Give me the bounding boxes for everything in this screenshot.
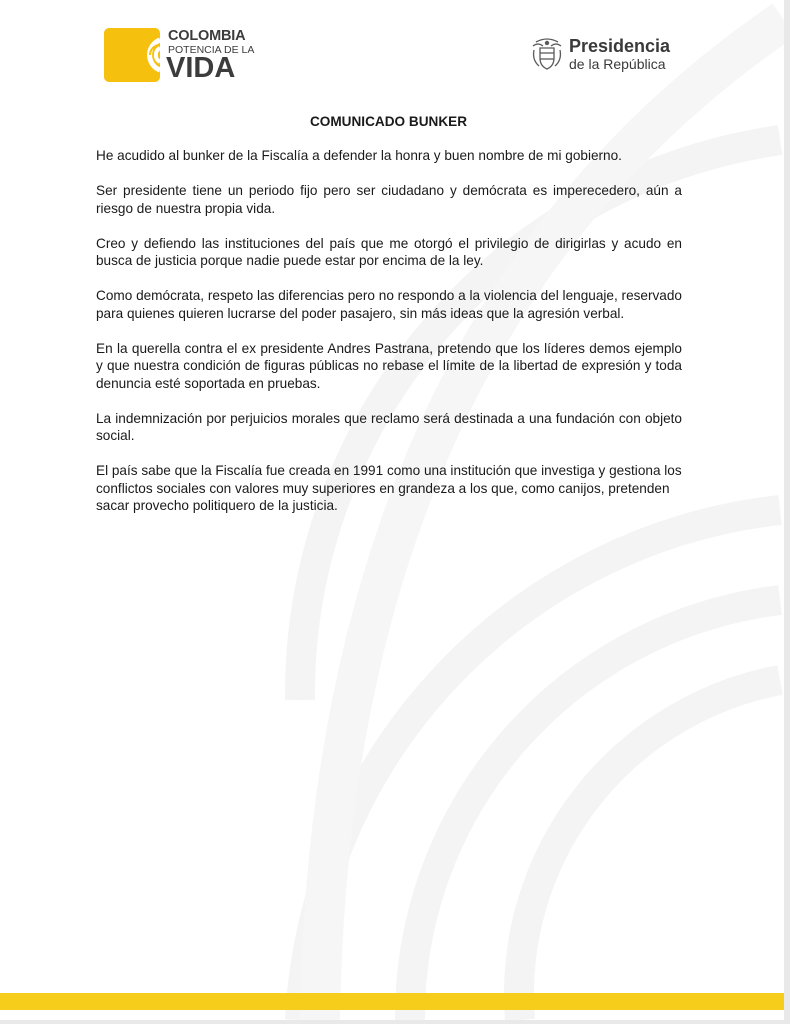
logo-line-de-la-republica: de la República	[569, 56, 666, 72]
logo-line-vida: VIDA	[166, 52, 236, 84]
colombia-potencia-de-la-vida-logo	[104, 26, 264, 84]
logo-line-potencia: POTENCIA DE LA	[168, 44, 255, 56]
footer-color-bar	[0, 993, 784, 1010]
logo-line-colombia: COLOMBIA	[168, 28, 246, 44]
logo-line-presidencia: Presidencia	[569, 36, 671, 56]
document-title: COMUNICADO BUNKER	[309, 114, 468, 129]
paragraph-4: Como demócrata, respeto las diferencias pero no respondo a la violencia del lenguaje, reservado para quienes quieren lucrarse del poder pasajero, sin más ideas que la agresión verbal.	[96, 288, 682, 321]
paragraph-5: En la querella contra el ex presidente Andres Pastrana, pretendo que los líderes demos ejemplo y que nuestra condición de figuras públicas no rebase el límite de la libertad de expresión y toda denuncia esté soportada en pruebas.	[96, 340, 682, 391]
coat-of-arms-icon	[530, 36, 564, 72]
paragraph-3: Creo y defiendo las instituciones del país que me otorgó el privilegio de dirigirlas y acudo en busca de justicia porque nadie puede estar por encima de la ley.	[96, 235, 682, 268]
presidencia-logo	[530, 36, 690, 76]
document-body	[96, 147, 682, 532]
paragraph-7: El país sabe que la Fiscalía fue creada en 1991 como una institución que investiga y gestiona los conflictos sociales con valores muy superiores en grandeza a los que, como canijos, pretenden sacar provecho politiquero de la justicia.	[96, 463, 682, 513]
paragraph-6: La indemnización por perjuicios morales que reclamo será destinada a una fundación con objeto social.	[96, 410, 682, 443]
paragraph-1: He acudido al bunker de la Fiscalía a defender la honra y buen nombre de mi gobierno.	[96, 148, 622, 163]
paragraph-2: Ser presidente tiene un periodo fijo pero ser ciudadano y demócrata es imperecedero, aún a riesgo de nuestra propia vida.	[96, 183, 682, 216]
colombia-sound-wave-icon	[104, 28, 160, 82]
